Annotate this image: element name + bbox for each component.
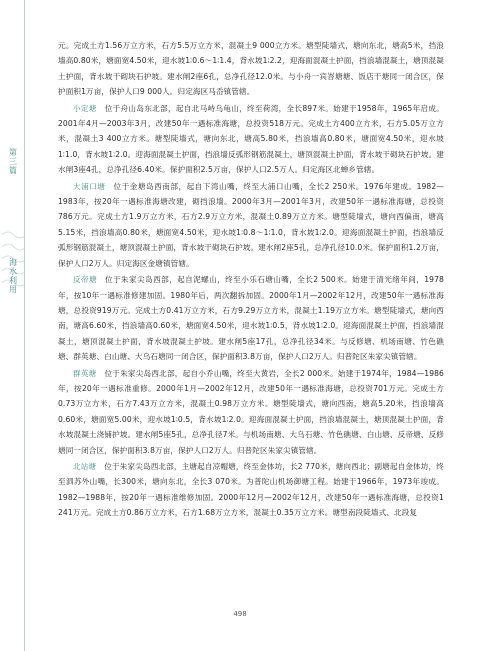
paragraph-text: 位于朱家尖岛西北部，主塘起自凉帽塘，终至金体坊，长2 770米，塘向西北；副塘起自金体坊，终至泗苏外山嘴，长300米，塘向东北，全长3 070米。为普陀山机场御塘工程。始建于1966年，1973年竣成。1982—1988年，按20年一遇标准维修加固。2000年12月—2002年12月，改建50年一遇标准海塘，总投资1 241万元。完成土方0.86万立方米，石方1.68万立方米，混凝土0.35万立方米。塘型南段陡墙式、北段复 <box>58 461 444 518</box>
paragraph-text: 位于朱家尖岛西北部，起自小乔山嘴，终至大黄岩，全长2 000米。始建于1974年，1984—1986年，按20年一遇标准重修。2000年1月—2002年12月，改建50年一遇标准海塘，总投资701万元。完成土方0.73万立方米，石方7.43万立方米，混凝土0.98万立方米。塘型陡墙式，塘向西南，塘高5.20米，挡浪墙高0.60米，塘面宽5.00米，迎水坡1∶0.5，背水坡1∶2.0。迎海面混凝土护面，挡浪墙混凝土，塘顶混凝土护面，背水坡混凝土浇铺护坡。建水闸5座5孔，总净孔径7米。与机场南塘、大乌石塘、竹色礁塘、白山塘、反帝塘、反修塘同一闭合区，保护面积3.8万亩，保护人口2万人。归普陀区朱家尖镇管辖。 <box>58 368 444 455</box>
paragraph-dapukou-tang <box>58 179 444 271</box>
paragraph-text: 元。完成土方1.56万立方米，石方5.5万立方米，混凝土9 000立方米。塘型陡墙式，塘向东北，塘高5米，挡浪墙高0.80米，塘面宽4.50米，迎水坡1∶0.6～1∶1.4，背水坡1∶2.2，迎海面混凝土护面，挡浪墙混凝土，塘顶混凝土护面，背水坡干砌块石护坡。建水闸2座6孔，总净孔径12.0米。与小舟一宾峇塘塘、饭店干塘同一闭合区，保护面积1万亩，保护人口9 000人。归定海区马岙镇管辖。 <box>58 41 444 97</box>
page-number: 498 <box>233 610 247 618</box>
sidebar-rule <box>24 0 25 651</box>
paragraph-qunying-tang <box>58 366 444 458</box>
sidebar-part-label: 第三篇 <box>9 148 17 175</box>
seawall-term: 大浦口塘 <box>73 181 106 191</box>
paragraph-text: 位于金塘岛西南部，起自下湾山嘴，终至大浦口山嘴，全长2 250米。1976年建成。1982—1983年，按20年一遇标准海塘改建，砌挡浪墙。2000年3月—2001年3月，改建50年一遇标准海塘，总投资786万元。完成土方1.9万立方米，石方2.9万立方米，混凝土0.89万立方米。塘型陡墙式，塘向西偏南，塘高5.15米，挡浪墙高0.80米，塘面宽4.50米，迎水坡1∶0.8～1∶1.0，背水坡1∶2.0。迎海面混凝土护面，挡浪墙反弧形钢筋混凝土，塘顶混凝土护面，背水坡干砌块石护坡。建水闸2座5孔，总净孔径10.0米。保护面积1.2万亩，保护人口2万人。归定海区金塘镇管辖。 <box>58 181 444 268</box>
paragraph-text: 位于朱家尖岛西部，起自泥螺山，终至小乐石塘山嘴，全长2 500米。始建于清光绪年间，1978年，按10年一遇标准修建加固。1980年后，两次翻拆加固。2000年1月—2002年12月，改建50年一遇标准海塘，总投资919万元。完成土方0.41万立方米，石方9.29万立方米，混凝土1.19万立方米。塘型陡墙式，塘向西南，塘高6.60米，挡浪墙高0.60米，塘面宽4.50米，迎水坡1∶0.5，背水坡1∶2.0。迎海面混凝土护面，挡浪墙混凝土，塘顶混凝土护面，背水坡混凝土护坡。建水闸5座17孔，总净孔径34米。与反修塘、机场南塘、竹色礁塘、群英塘、白山塘、大乌石塘同一闭合区，保护面积3.8万亩，保护人口2万人。归普陀区朱家尖镇管辖。 <box>58 275 444 362</box>
paragraph-continuation <box>58 38 444 100</box>
seawall-term: 群英塘 <box>73 368 97 378</box>
paragraph-xiaoding-tang <box>58 101 444 178</box>
seawall-term: 北站塘 <box>73 461 97 471</box>
paragraph-fandi-tang <box>58 272 444 364</box>
seawall-term: 小定塘 <box>73 103 97 113</box>
paragraph-beizhan-tang <box>58 459 444 521</box>
sidebar-chapter-label: 海水利用 <box>9 258 17 294</box>
paragraph-text: 位于舟山岛东北部，起自北马峙乌龟山，终至荷湾，全长897米。始建于1958年，1965年启成。2001年4月—2003年3月，改建50年一遇标准海塘，总投资518万元。完成土方400立方米，石方5.05万立方米，混凝土3 400立方米。塘型陡墙式，塘向东北，塘高5.80米，挡浪墙高0.80米，塘面宽4.50米，迎水坡1∶1.0，背水坡1∶2.0。迎海面混凝土护面，挡浪墙反弧形钢筋混凝土，塘顶混凝土护面，背水坡干砌块石护坡。建水闸3座4孔，总净孔径6.40米。保护面积2.5万亩，保护人口2.5万人。归定海区北蝉乡管辖。 <box>58 103 444 175</box>
seawall-term: 反帝塘 <box>73 275 98 285</box>
page-body <box>58 38 444 522</box>
